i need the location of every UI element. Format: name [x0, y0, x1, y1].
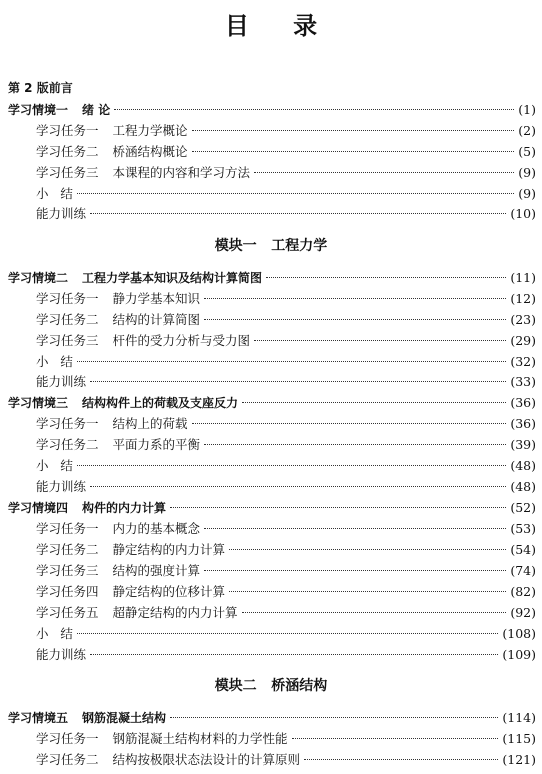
toc-name: 工程力学基本知识及结构计算简图	[82, 271, 263, 285]
toc-task[interactable]	[36, 142, 536, 162]
dot-leader	[254, 340, 506, 341]
toc-prefix: 学习任务五	[36, 605, 99, 620]
dot-leader	[292, 738, 499, 739]
dot-leader	[242, 612, 507, 613]
dot-leader	[242, 402, 506, 403]
toc-name: 小 结	[36, 186, 73, 201]
toc-summary[interactable]	[36, 184, 536, 204]
toc-label	[36, 142, 188, 162]
toc-scenario-2[interactable]	[8, 268, 536, 288]
toc-task[interactable]	[36, 310, 536, 330]
toc-summary[interactable]	[36, 624, 536, 644]
toc-prefix: 学习任务二	[36, 542, 99, 557]
toc-name: 能力训练	[36, 479, 87, 494]
toc-scenario-5[interactable]	[8, 708, 536, 728]
toc-name: 钢筋混凝土结构材料的力学性能	[112, 731, 288, 746]
preface-entry: 第 2 版前言	[8, 81, 73, 95]
toc-label	[36, 414, 188, 434]
toc-exercise[interactable]	[36, 204, 536, 224]
toc-page-number: (48)	[510, 458, 536, 473]
dot-leader	[304, 759, 498, 760]
toc-page-number: (39)	[510, 437, 536, 452]
toc-name: 结构构件上的荷载及支座反力	[82, 396, 239, 410]
dot-leader	[192, 423, 507, 424]
toc-page-number: (9)	[518, 186, 536, 201]
toc-task[interactable]	[36, 582, 536, 602]
toc-page-number: (11)	[510, 270, 536, 285]
toc-prefix: 学习任务三	[36, 563, 99, 578]
toc-name: 小 结	[36, 354, 73, 369]
toc-exercise[interactable]	[36, 477, 536, 497]
toc-prefix: 学习任务二	[36, 437, 99, 452]
toc-label	[36, 519, 200, 539]
toc-task[interactable]	[36, 540, 536, 560]
toc-page-number: (33)	[510, 374, 536, 389]
toc-prefix: 学习任务二	[36, 312, 99, 327]
dot-leader	[114, 109, 514, 110]
toc-page-number: (12)	[510, 291, 536, 306]
toc-page-number: (82)	[510, 584, 536, 599]
toc-task[interactable]	[36, 435, 536, 455]
toc-label	[8, 708, 166, 728]
toc-page-number: (1)	[518, 102, 536, 117]
dot-leader	[229, 591, 506, 592]
dot-leader	[90, 381, 506, 382]
module-heading-1: 模块一 工程力学	[214, 238, 328, 254]
toc-name: 超静定结构的内力计算	[112, 605, 238, 620]
toc-page-number: (23)	[510, 312, 536, 327]
dot-leader	[204, 298, 506, 299]
dot-leader	[254, 172, 514, 173]
toc-page-number: (10)	[510, 206, 536, 221]
toc-name: 小 结	[36, 458, 73, 473]
dot-leader	[170, 507, 506, 508]
dot-leader	[204, 319, 506, 320]
toc-page-number: (32)	[510, 354, 536, 369]
toc-label	[36, 582, 225, 602]
toc-label	[8, 498, 166, 518]
dot-leader	[77, 193, 514, 194]
toc-prefix: 学习任务四	[36, 584, 99, 599]
toc-prefix: 学习任务二	[36, 752, 99, 767]
toc-label	[36, 310, 200, 330]
toc-page-number: (54)	[510, 542, 536, 557]
toc-prefix: 学习情境四	[8, 501, 69, 515]
toc-label	[36, 603, 238, 623]
toc-task[interactable]	[36, 603, 536, 623]
dot-leader	[204, 570, 506, 571]
toc-name: 本课程的内容和学习方法	[112, 165, 251, 180]
toc-task[interactable]	[36, 414, 536, 434]
toc-scenario-3[interactable]	[8, 393, 536, 413]
toc-label	[36, 289, 200, 309]
toc-name: 钢筋混凝土结构	[82, 711, 167, 725]
toc-name: 静定结构的内力计算	[112, 542, 226, 557]
toc-prefix: 学习任务二	[36, 144, 99, 159]
toc-page-number: (9)	[518, 165, 536, 180]
dot-leader	[204, 528, 506, 529]
toc-label	[36, 121, 188, 141]
dot-leader	[266, 277, 506, 278]
toc-scenario-1[interactable]	[8, 100, 536, 120]
toc-prefix: 学习情境一	[8, 103, 69, 117]
toc-name: 结构按极限状态法设计的计算原则	[112, 752, 301, 767]
toc-scenario-4[interactable]	[8, 498, 536, 518]
toc-task[interactable]	[36, 561, 536, 581]
toc-page-number: (53)	[510, 521, 536, 536]
toc-name: 桥涵结构概论	[112, 144, 188, 159]
dot-leader	[192, 151, 515, 152]
dot-leader	[229, 549, 506, 550]
toc-prefix: 学习任务一	[36, 416, 99, 431]
toc-label	[36, 729, 288, 749]
toc-page-number: (114)	[502, 710, 536, 725]
toc-page-number: (36)	[510, 395, 536, 410]
toc-page-number: (2)	[518, 123, 536, 138]
dot-leader	[192, 130, 515, 131]
toc-prefix: 学习任务三	[36, 165, 99, 180]
toc-name: 小 结	[36, 626, 73, 641]
dot-leader	[170, 717, 498, 718]
toc-name: 绪 论	[82, 103, 111, 117]
toc-name: 杆件的受力分析与受力图	[112, 333, 251, 348]
toc-name: 平面力系的平衡	[112, 437, 201, 452]
toc-page-number: (121)	[502, 752, 536, 767]
toc-task[interactable]	[36, 729, 536, 749]
toc-task[interactable]	[36, 289, 536, 309]
toc-summary[interactable]	[36, 352, 536, 372]
dot-leader	[77, 361, 506, 362]
toc-task[interactable]	[36, 331, 536, 351]
toc-page-number: (5)	[518, 144, 536, 159]
page-title: 目 录	[224, 12, 336, 40]
toc-name: 内力的基本概念	[112, 521, 201, 536]
toc-prefix: 学习情境五	[8, 711, 69, 725]
toc-label	[8, 268, 262, 288]
toc-label	[36, 750, 300, 770]
toc-label	[36, 163, 250, 183]
toc-prefix: 学习任务一	[36, 123, 99, 138]
toc-page-number: (48)	[510, 479, 536, 494]
toc-name: 能力训练	[36, 206, 87, 221]
toc-task[interactable]	[36, 750, 536, 770]
module-heading-2: 模块二 桥涵结构	[214, 678, 328, 694]
toc-page-number: (29)	[510, 333, 536, 348]
toc-prefix: 学习情境二	[8, 271, 69, 285]
toc-name: 能力训练	[36, 647, 87, 662]
toc-label	[8, 393, 238, 413]
toc-label	[8, 100, 110, 120]
toc-label	[36, 331, 250, 351]
toc-page-number: (92)	[510, 605, 536, 620]
toc-page-number: (108)	[502, 626, 536, 641]
toc-page-number: (115)	[502, 731, 536, 746]
toc-name: 能力训练	[36, 374, 87, 389]
toc-task[interactable]	[36, 519, 536, 539]
dot-leader	[77, 465, 506, 466]
toc-name: 静定结构的位移计算	[112, 584, 226, 599]
toc-name: 静力学基本知识	[112, 291, 201, 306]
toc-prefix: 学习任务三	[36, 333, 99, 348]
toc-prefix: 学习任务一	[36, 291, 99, 306]
toc-task[interactable]	[36, 121, 536, 141]
toc-name: 结构的强度计算	[112, 563, 201, 578]
dot-leader	[90, 654, 498, 655]
toc-exercise[interactable]	[36, 372, 536, 392]
toc-name: 结构的计算简图	[112, 312, 201, 327]
toc-task[interactable]	[36, 163, 536, 183]
toc-summary[interactable]	[36, 456, 536, 476]
toc-page-number: (74)	[510, 563, 536, 578]
toc-exercise[interactable]	[36, 645, 536, 665]
dot-leader	[90, 486, 506, 487]
toc-label	[36, 561, 200, 581]
toc-prefix: 学习情境三	[8, 396, 69, 410]
dot-leader	[204, 444, 506, 445]
toc-name: 工程力学概论	[112, 123, 188, 138]
toc-label	[36, 540, 225, 560]
toc-prefix: 学习任务一	[36, 521, 99, 536]
toc-prefix: 学习任务一	[36, 731, 99, 746]
toc-name: 构件的内力计算	[82, 501, 167, 515]
toc-name: 结构上的荷载	[112, 416, 188, 431]
dot-leader	[90, 213, 506, 214]
toc-page-number: (36)	[510, 416, 536, 431]
toc-label	[36, 435, 200, 455]
dot-leader	[77, 633, 498, 634]
toc-page-number: (52)	[510, 500, 536, 515]
toc-page-number: (109)	[502, 647, 536, 662]
